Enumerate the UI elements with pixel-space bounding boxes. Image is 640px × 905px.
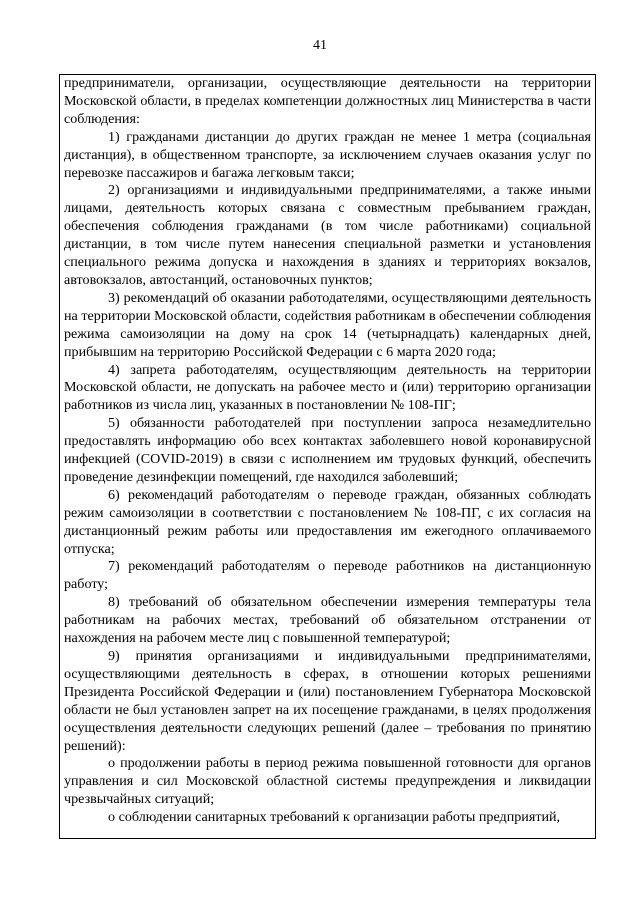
page-number: 41 — [313, 38, 327, 53]
paragraph-sub-continuation-of-work: о продолжении работы в период режима повышенной готовности для органов управления и сил Московской областной системы предупреждения и ликвидации чрезвычайных ситуаций; — [64, 755, 591, 808]
paragraph-sub-sanitary-requirements: о соблюдении санитарных требований к организации работы предприятий, — [108, 809, 561, 826]
paragraph-item-6: 6) рекомендаций работодателям о переводе граждан, обязанных соблюдать режим самоизоляции в соответствии с постановлением № 108-ПГ, с их согласия на дистанционный режим работы или предоставления им ежегодного оплачиваемого отпуска; — [64, 486, 591, 557]
paragraph-continuation: предприниматели, организации, осуществляющие деятельности на территории Московской области, в пределах компетенции должностных лиц Министерства в части соблюдения: — [64, 75, 591, 127]
paragraph-item-8: 8) требований об обязательном обеспечении измерения температуры тела работникам на рабочих местах, требований об обязательном отстранении от нахождения на рабочем месте лиц с повышенной температурой; — [64, 594, 591, 647]
paragraph-item-1: 1) гражданами дистанции до других граждан не менее 1 метра (социальная дистанция), в общественном транспорте, за исключением случаев оказания услуг по перевозке пассажиров и багажа легковым такси; — [64, 128, 591, 181]
document-text-frame — [59, 74, 596, 839]
paragraph-item-5: 5) обязанности работодателей при поступлении запроса незамедлительно предоставлять информацию обо всех контактах заболевшего новой коронавирусной инфекцией (COVID-2019) в связи с исполнением им трудовых функций, обеспечить проведение дезинфекции помещений, где находился заболевший; — [64, 415, 591, 485]
paragraph-item-3: 3) рекомендаций об оказании работодателями, осуществляющими деятельность на территории Московской области, содействия работникам в обеспечении соблюдения режима самоизоляции на дому на срок 14 (четырнадцать) календарных дней, прибывшим на территорию Российской Федерации с 6 марта 2020 года; — [64, 289, 591, 360]
paragraph-item-7: 7) рекомендаций работодателям о переводе работников на дистанционную работу; — [64, 558, 591, 593]
paragraph-item-9: 9) принятия организациями и индивидуальными предпринимателями, осуществляющими деятельность в сферах, в отношении которых решениями Президента Российской Федерации и (или) постановлением Губернатора Московской области не был установлен запрет на их посещение гражданами, в целях продолжения осуществления деятельности следующих решений (далее – требования по принятию решений): — [64, 648, 591, 754]
paragraph-item-2: 2) организациями и индивидуальными предпринимателями, а также иными лицами, деятельность которых связана с совместным пребыванием граждан, обеспечения соблюдения гражданами (в том числе работниками) социальной дистанции, в том числе путем нанесения специальной разметки и установления специального режима допуска и нахождения в зданиях и территориях вокзалов, автовокзалов, автостанций, остановочных пунктов; — [64, 182, 591, 288]
paragraph-item-4: 4) запрета работодателям, осуществляющим деятельность на территории Московской области, не допускать на рабочее место и (или) территорию организации работников из числа лиц, указанных в постановлении № 108-ПГ; — [64, 361, 591, 414]
